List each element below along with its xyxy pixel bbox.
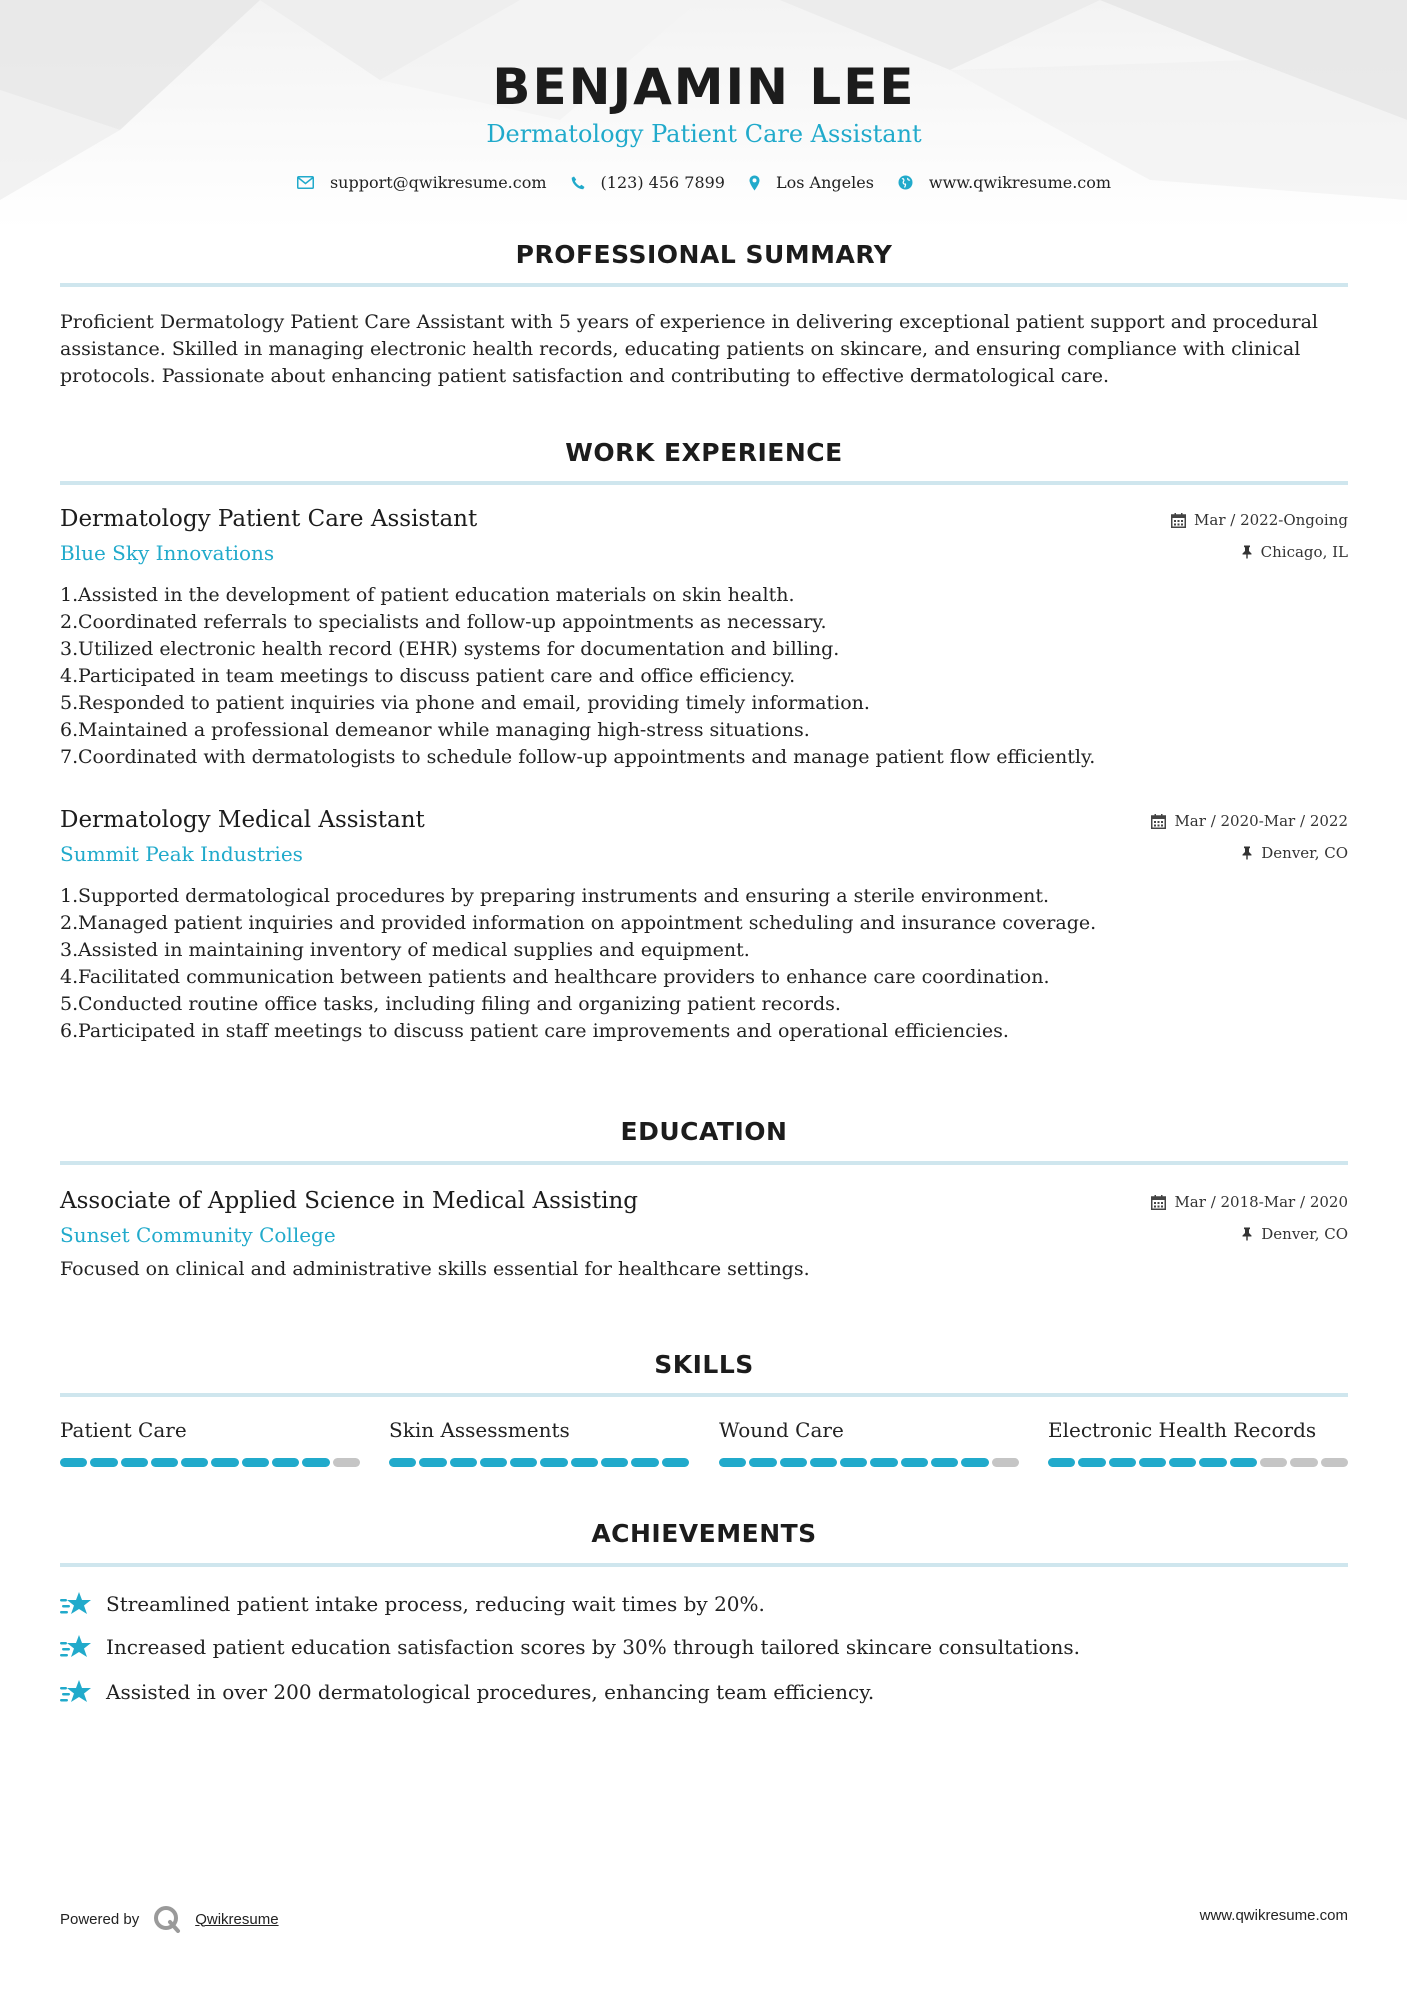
phone-icon — [571, 176, 585, 190]
shooting-star-icon — [60, 1678, 92, 1706]
responsibility-item: 5.Conducted routine office tasks, including filing and organizing patient records. — [60, 993, 841, 1015]
responsibility-item: 1.Supported dermatological procedures by preparing instruments and ensuring a sterile environment. — [60, 885, 1050, 907]
contact-website[interactable] — [898, 173, 1111, 192]
education-date — [1151, 1193, 1348, 1211]
education-description: Focused on clinical and administrative skills essential for healthcare settings. — [60, 1258, 810, 1280]
skill-segment-filled — [242, 1458, 269, 1467]
skill-level-bar — [389, 1458, 689, 1467]
responsibility-item: 5.Responded to patient inquiries via phone and email, providing timely information. — [60, 692, 870, 714]
skill-segment-filled — [510, 1458, 537, 1467]
skill-segment-filled — [901, 1458, 928, 1467]
globe-icon — [898, 175, 913, 190]
skill-segment-empty — [1260, 1458, 1287, 1467]
summary-line: protocols. Passionate about enhancing patient satisfaction and contributing to effective dermatological care. — [60, 365, 1110, 387]
pushpin-icon — [1241, 846, 1253, 860]
skill-segment-filled — [1139, 1458, 1166, 1467]
achievement-item — [60, 1678, 1348, 1706]
skill-segment-empty — [1290, 1458, 1317, 1467]
responsibility-item: 2.Managed patient inquiries and provided information on appointment scheduling and insurance coverage. — [60, 912, 1097, 934]
skill-name: Wound Care — [719, 1418, 844, 1442]
job-location-text: Denver, CO — [1261, 844, 1348, 862]
section-divider — [60, 481, 1348, 485]
skill-level-bar — [60, 1458, 360, 1467]
skill-segment-empty — [1321, 1458, 1348, 1467]
skill-segment-filled — [1199, 1458, 1226, 1467]
skill-segment-empty — [992, 1458, 1019, 1467]
contact-location — [749, 173, 874, 192]
skill-segment-filled — [601, 1458, 628, 1467]
pushpin-icon — [1241, 545, 1253, 559]
qwikresume-logo-icon — [153, 1905, 181, 1933]
candidate-title: Dermatology Patient Care Assistant — [486, 120, 922, 148]
job-company: Blue Sky Innovations — [60, 541, 275, 565]
skill-segment-empty — [333, 1458, 360, 1467]
section-title-skills: SKILLS — [654, 1350, 754, 1379]
skill-item — [389, 1418, 689, 1442]
responsibility-item: 4.Participated in team meetings to discuss patient care and office efficiency. — [60, 665, 796, 687]
calendar-icon — [1171, 513, 1186, 528]
skill-segment-filled — [540, 1458, 567, 1467]
summary-line: assistance. Skilled in managing electronic health records, educating patients on skincare, and ensuring compliance with clinical — [60, 338, 1301, 360]
skill-segment-filled — [1048, 1458, 1075, 1467]
responsibility-item: 1.Assisted in the development of patient education materials on skin health. — [60, 584, 795, 606]
map-pin-icon — [749, 175, 760, 191]
calendar-icon — [1151, 1195, 1166, 1210]
skill-name: Patient Care — [60, 1418, 187, 1442]
powered-by — [60, 1905, 279, 1933]
contact-phone[interactable] — [571, 173, 725, 192]
footer — [60, 1897, 1348, 1937]
job-responsibilities — [60, 883, 1348, 1045]
experience-item — [60, 807, 1348, 1057]
skill-segment-filled — [90, 1458, 117, 1467]
skills-list — [60, 1418, 1348, 1478]
job-title: Dermatology Medical Assistant — [60, 807, 425, 833]
responsibility-item: 7.Coordinated with dermatologists to schedule follow-up appointments and manage patient flow efficiently. — [60, 746, 1096, 768]
skill-level-bar — [719, 1458, 1019, 1467]
job-company: Summit Peak Industries — [60, 842, 303, 866]
envelope-icon — [297, 176, 314, 189]
responsibility-item: 2.Coordinated referrals to specialists and follow-up appointments as necessary. — [60, 611, 827, 633]
contact-email[interactable] — [297, 173, 547, 192]
brand-link[interactable]: Qwikresume — [195, 1910, 279, 1928]
skill-segment-filled — [631, 1458, 658, 1467]
achievement-text: Increased patient education satisfaction scores by 30% through tailored skincare consultations. — [106, 1635, 1081, 1659]
section-title-experience: WORK EXPERIENCE — [565, 438, 843, 467]
skill-segment-filled — [662, 1458, 689, 1467]
skill-segment-filled — [211, 1458, 238, 1467]
job-date — [1151, 812, 1348, 830]
email-text: support@qwikresume.com — [329, 173, 547, 192]
skill-segment-filled — [121, 1458, 148, 1467]
section-title-achievements: ACHIEVEMENTS — [591, 1519, 817, 1548]
shooting-star-icon — [60, 1633, 92, 1661]
education-location-text: Denver, CO — [1261, 1225, 1348, 1243]
section-divider — [60, 1393, 1348, 1397]
education-item — [60, 1188, 1348, 1298]
skill-segment-filled — [1230, 1458, 1257, 1467]
degree-title: Associate of Applied Science in Medical Assisting — [60, 1188, 638, 1214]
achievement-item — [60, 1633, 1348, 1661]
job-title: Dermatology Patient Care Assistant — [60, 506, 478, 532]
section-divider — [60, 283, 1348, 287]
job-location-text: Chicago, IL — [1260, 543, 1348, 561]
responsibility-item: 6.Participated in staff meetings to discuss patient care improvements and operational efficiencies. — [60, 1020, 1009, 1042]
job-location — [1241, 543, 1348, 561]
section-divider — [60, 1161, 1348, 1165]
skill-segment-filled — [810, 1458, 837, 1467]
skill-item — [1048, 1418, 1348, 1442]
job-date-text: Mar / 2022-Ongoing — [1194, 511, 1348, 529]
skill-segment-filled — [450, 1458, 477, 1467]
skill-level-bar — [1048, 1458, 1348, 1467]
job-location — [1241, 844, 1348, 862]
skill-item — [60, 1418, 360, 1442]
job-responsibilities — [60, 582, 1348, 771]
phone-text: (123) 456 7899 — [600, 173, 725, 192]
experience-item — [60, 506, 1348, 776]
skill-segment-filled — [1078, 1458, 1105, 1467]
skill-segment-filled — [780, 1458, 807, 1467]
candidate-name: BENJAMIN LEE — [492, 58, 916, 116]
skill-segment-filled — [419, 1458, 446, 1467]
calendar-icon — [1151, 814, 1166, 829]
footer-website-link[interactable]: www.qwikresume.com — [1199, 1907, 1348, 1924]
job-date — [1171, 511, 1348, 529]
contact-bar — [60, 173, 1348, 192]
school-name: Sunset Community College — [60, 1223, 336, 1247]
section-divider — [60, 1563, 1348, 1567]
job-date-text: Mar / 2020-Mar / 2022 — [1174, 812, 1348, 830]
skill-segment-filled — [749, 1458, 776, 1467]
location-text: Los Angeles — [775, 173, 874, 192]
skill-segment-filled — [272, 1458, 299, 1467]
skill-segment-filled — [151, 1458, 178, 1467]
skill-segment-filled — [961, 1458, 988, 1467]
shooting-star-icon — [60, 1590, 92, 1618]
achievement-item — [60, 1590, 1348, 1618]
pushpin-icon — [1241, 1227, 1253, 1241]
section-title-education: EDUCATION — [620, 1117, 788, 1146]
skill-segment-filled — [389, 1458, 416, 1467]
skill-segment-filled — [1109, 1458, 1136, 1467]
section-title-summary: PROFESSIONAL SUMMARY — [515, 240, 893, 269]
education-date-text: Mar / 2018-Mar / 2020 — [1174, 1193, 1348, 1211]
education-location — [1241, 1225, 1348, 1243]
responsibility-item: 6.Maintained a professional demeanor while managing high-stress situations. — [60, 719, 810, 741]
achievement-text: Assisted in over 200 dermatological procedures, enhancing team efficiency. — [106, 1680, 875, 1704]
skill-segment-filled — [571, 1458, 598, 1467]
skill-name: Skin Assessments — [389, 1418, 570, 1442]
summary-line: Proficient Dermatology Patient Care Assistant with 5 years of experience in delivering exceptional patient support and procedural — [60, 311, 1318, 333]
skill-name: Electronic Health Records — [1048, 1418, 1317, 1442]
responsibility-item: 3.Utilized electronic health record (EHR) systems for documentation and billing. — [60, 638, 840, 660]
responsibility-item: 3.Assisted in maintaining inventory of medical supplies and equipment. — [60, 939, 750, 961]
skill-segment-filled — [931, 1458, 958, 1467]
skill-item — [719, 1418, 1019, 1442]
summary-text — [60, 309, 1348, 390]
skill-segment-filled — [181, 1458, 208, 1467]
skill-segment-filled — [480, 1458, 507, 1467]
achievement-text: Streamlined patient intake process, reducing wait times by 20%. — [106, 1592, 765, 1616]
skill-segment-filled — [1169, 1458, 1196, 1467]
skill-segment-filled — [840, 1458, 867, 1467]
skill-segment-filled — [302, 1458, 329, 1467]
powered-by-label: Powered by — [60, 1910, 140, 1928]
skill-segment-filled — [870, 1458, 897, 1467]
skill-segment-filled — [719, 1458, 746, 1467]
responsibility-item: 4.Facilitated communication between patients and healthcare providers to enhance care coordination. — [60, 966, 1050, 988]
skill-segment-filled — [60, 1458, 87, 1467]
website-text: www.qwikresume.com — [928, 173, 1112, 192]
